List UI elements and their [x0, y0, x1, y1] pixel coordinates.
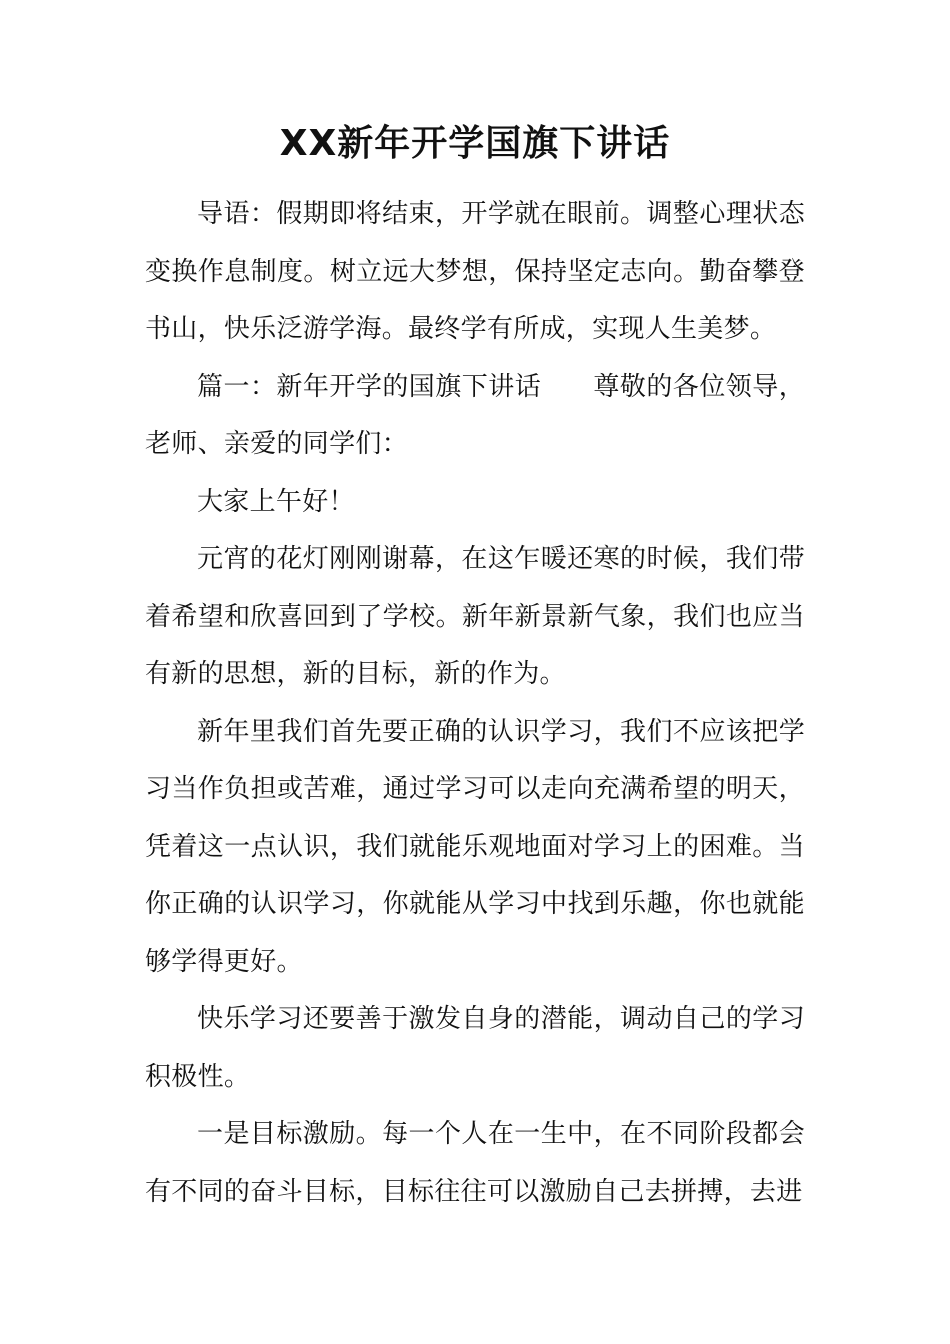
paragraph-goal-motivation: 一是目标激励。每一个人在一生中，在不同阶段都会有不同的奋斗目标，目标往往可以激励自己去拼搏，去进 — [145, 1119, 805, 1207]
paragraph-learning: 新年里我们首先要正确的认识学习，我们不应该把学习当作负担或苦难，通过学习可以走向充满希望的明天，凭着这一点认识，我们就能乐观地面对学习上的困难。当你正确的认识学习，你就能从学习中找到乐趣，你也就能够学得更好。 — [145, 716, 805, 977]
paragraph-section-heading — [145, 359, 805, 474]
document-body — [145, 186, 805, 1221]
salutation-text: 尊敬的各位领导，老师、亲爱的同学们： — [145, 371, 805, 459]
section-heading-text: 篇一：新年开学的国旗下讲话 — [197, 371, 542, 402]
paragraph-lantern: 元宵的花灯刚刚谢幕，在这乍暖还寒的时候，我们带着希望和欣喜回到了学校。新年新景新气象，我们也应当有新的思想，新的目标，新的作为。 — [145, 544, 805, 689]
paragraph-intro: 导语：假期即将结束，开学就在眼前。调整心理状态变换作息制度。树立远大梦想，保持坚定志向。勤奋攀登书山，快乐泛游学海。最终学有所成，实现人生美梦。 — [145, 199, 805, 344]
paragraph-potential: 快乐学习还要善于激发自身的潜能，调动自己的学习积极性。 — [145, 1004, 805, 1092]
paragraph-greeting: 大家上午好！ — [197, 486, 355, 517]
document-title: XX新年开学国旗下讲话 — [279, 123, 671, 164]
